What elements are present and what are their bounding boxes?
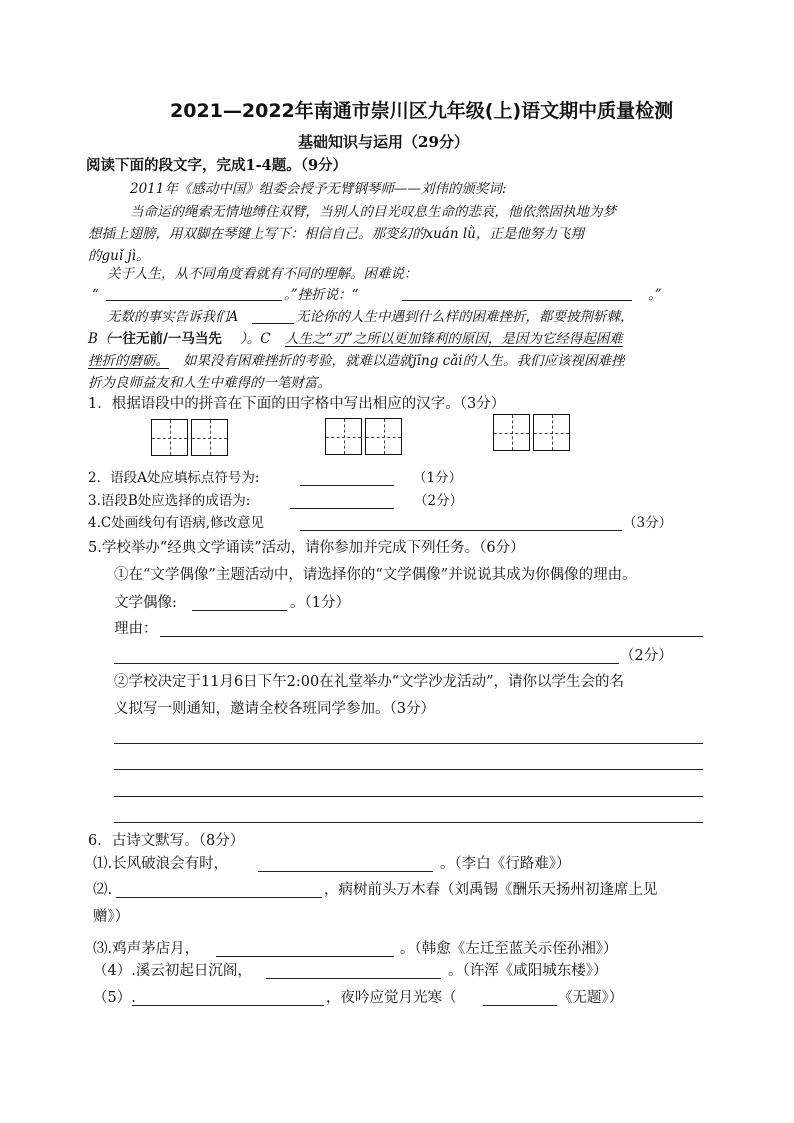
- tianzige-box[interactable]: [325, 418, 362, 455]
- blank-frustration-says[interactable]: [402, 300, 632, 301]
- q6-5-blank[interactable]: [132, 1005, 324, 1006]
- question-5-1: ①在“文学偶像”主题活动中，请选择你的“文学偶像”并说说其成为你偶像的理由。: [114, 567, 637, 583]
- q6-3-source: 。（韩愈《左迁至蓝关示侄孙湘》）: [400, 941, 618, 957]
- q6-5-source: 《无题》）: [558, 990, 624, 1006]
- tianzige-box[interactable]: [365, 418, 402, 455]
- section-title: 基础知识与运用（29分）: [298, 133, 469, 151]
- question-4: 4.C处画线句有语病,修改意见: [88, 515, 265, 531]
- idol-score: 。（1分）: [290, 595, 350, 611]
- notice-answer-line[interactable]: [114, 743, 703, 744]
- passage-line: 的guǐ jì。: [88, 248, 150, 264]
- page-title: 2021—2022年南通市崇川区九年级(上)语文期中质量检测: [170, 100, 674, 122]
- sentence-c-underlined-cont: 挫折的磨砺。: [88, 353, 169, 369]
- q6-2-num: ⑵.: [93, 882, 113, 898]
- q2-answer-blank[interactable]: [300, 485, 394, 486]
- passage-line: 折为良师益友和人生中难得的一笔财富。: [88, 375, 331, 391]
- notice-answer-line[interactable]: [114, 796, 703, 797]
- q6-2-text: ，病树前头万木春（刘禹锡《酬乐天扬州初逢席上见: [324, 882, 658, 898]
- idiom-choices: 一往无前/一马当先: [109, 331, 222, 347]
- reason-label: 理由：: [114, 621, 158, 637]
- reason-answer-line[interactable]: [114, 663, 619, 664]
- notice-answer-line[interactable]: [114, 769, 703, 770]
- tianzige-box[interactable]: [533, 414, 570, 451]
- q6-3-text: ⑶.鸡声茅店月，: [93, 941, 200, 957]
- q3-score: （2分）: [414, 493, 464, 509]
- reason-score: （2分）: [620, 648, 673, 664]
- q6-2-source-cont: 赠》）: [93, 909, 130, 925]
- reading-heading: 阅读下面的段文字，完成1-4题。（9分）: [86, 157, 348, 174]
- passage-line: 想插上翅膀，用双脚在琴键上写下：相信自己。那变幻的xuán lǜ，正是他努力飞翔: [88, 226, 584, 242]
- idol-label: 文学偶像:: [114, 595, 177, 611]
- question-6: 6．古诗文默写。（8分）: [88, 833, 245, 849]
- q6-4-text: （4）.溪云初起日沉阁，: [93, 963, 252, 979]
- tianzige-box[interactable]: [191, 419, 228, 456]
- q6-5-author-blank[interactable]: [483, 1005, 557, 1006]
- sentence-c-underlined: 人生之“刃”之所以更加锋利的原因，是因为它经得起困难: [285, 331, 623, 347]
- q6-1-source: 。（李白《行路难》）: [440, 856, 571, 872]
- q6-4-blank[interactable]: [266, 978, 441, 979]
- idol-answer-blank[interactable]: [192, 610, 287, 611]
- question-3: 3.语段B处应选择的成语为:: [88, 493, 251, 509]
- question-1: 1．根据语段中的拼音在下面的田字格中写出相应的汉字。（3分）: [88, 396, 506, 412]
- q6-2-blank[interactable]: [116, 897, 322, 898]
- q6-4-source: 。（许浑《咸阳城东楼》）: [448, 963, 608, 979]
- question-5: 5.学校举办“经典文学诵读”活动，请你参加并完成下列任务。（6分）: [88, 540, 525, 556]
- tianzige-box[interactable]: [151, 419, 188, 456]
- q4-score: （3分）: [623, 515, 673, 531]
- passage-line: 无数的事实告诉我们A: [107, 309, 239, 325]
- question-5-2: ②学校决定于11月6日下午2:00在礼堂举办“文学沙龙活动”，请你以学生会的名: [114, 674, 625, 690]
- q6-5-text: ，夜吟应觉月光寒（: [326, 990, 457, 1006]
- quote-frustration: 。”挫折说：“: [284, 287, 359, 303]
- q6-1-blank[interactable]: [258, 871, 433, 872]
- notice-answer-line[interactable]: [114, 822, 703, 823]
- blank-a[interactable]: [252, 323, 294, 324]
- q3-answer-blank[interactable]: [290, 508, 394, 509]
- q6-3-blank[interactable]: [216, 956, 394, 957]
- q2-score: （1分）: [413, 470, 463, 486]
- passage-intro: 2011年《感动中国》组委会授予无臂钢琴师——刘伟的颁奖词:: [130, 181, 507, 197]
- question-2: 2．语段A处应填标点符号为:: [88, 470, 260, 486]
- passage-line: ）。C: [240, 331, 271, 347]
- reason-answer-line[interactable]: [160, 636, 703, 637]
- passage-line: 关于人生，从不同角度看就有不同的理解。困难说：: [107, 266, 418, 282]
- passage-line: B（: [88, 331, 112, 347]
- tianzige-box[interactable]: [493, 414, 530, 451]
- q6-1-text: ⑴.长风破浪会有时，: [93, 856, 229, 872]
- question-5-2-cont: 义拟写一则通知，邀请全校各班同学参加。（3分）: [114, 701, 435, 717]
- q4-answer-blank[interactable]: [300, 530, 622, 531]
- passage-line: 无论你的人生中遇到什么样的困难挫折，都要披荆斩棘，: [296, 309, 634, 325]
- q6-5-num: （5）.: [93, 990, 136, 1006]
- passage-line: 如果没有困难挫折的考验，就难以造就jīng cǎi的人生。我们应该视困难挫: [183, 353, 625, 369]
- quote-open: “: [92, 287, 99, 303]
- blank-difficulty-says[interactable]: [106, 300, 282, 301]
- quote-close: 。”: [648, 287, 662, 303]
- passage-line: 当命运的绳索无情地缚住双臂，当别人的目光叹息生命的悲哀，他依然固执地为梦: [130, 204, 616, 220]
